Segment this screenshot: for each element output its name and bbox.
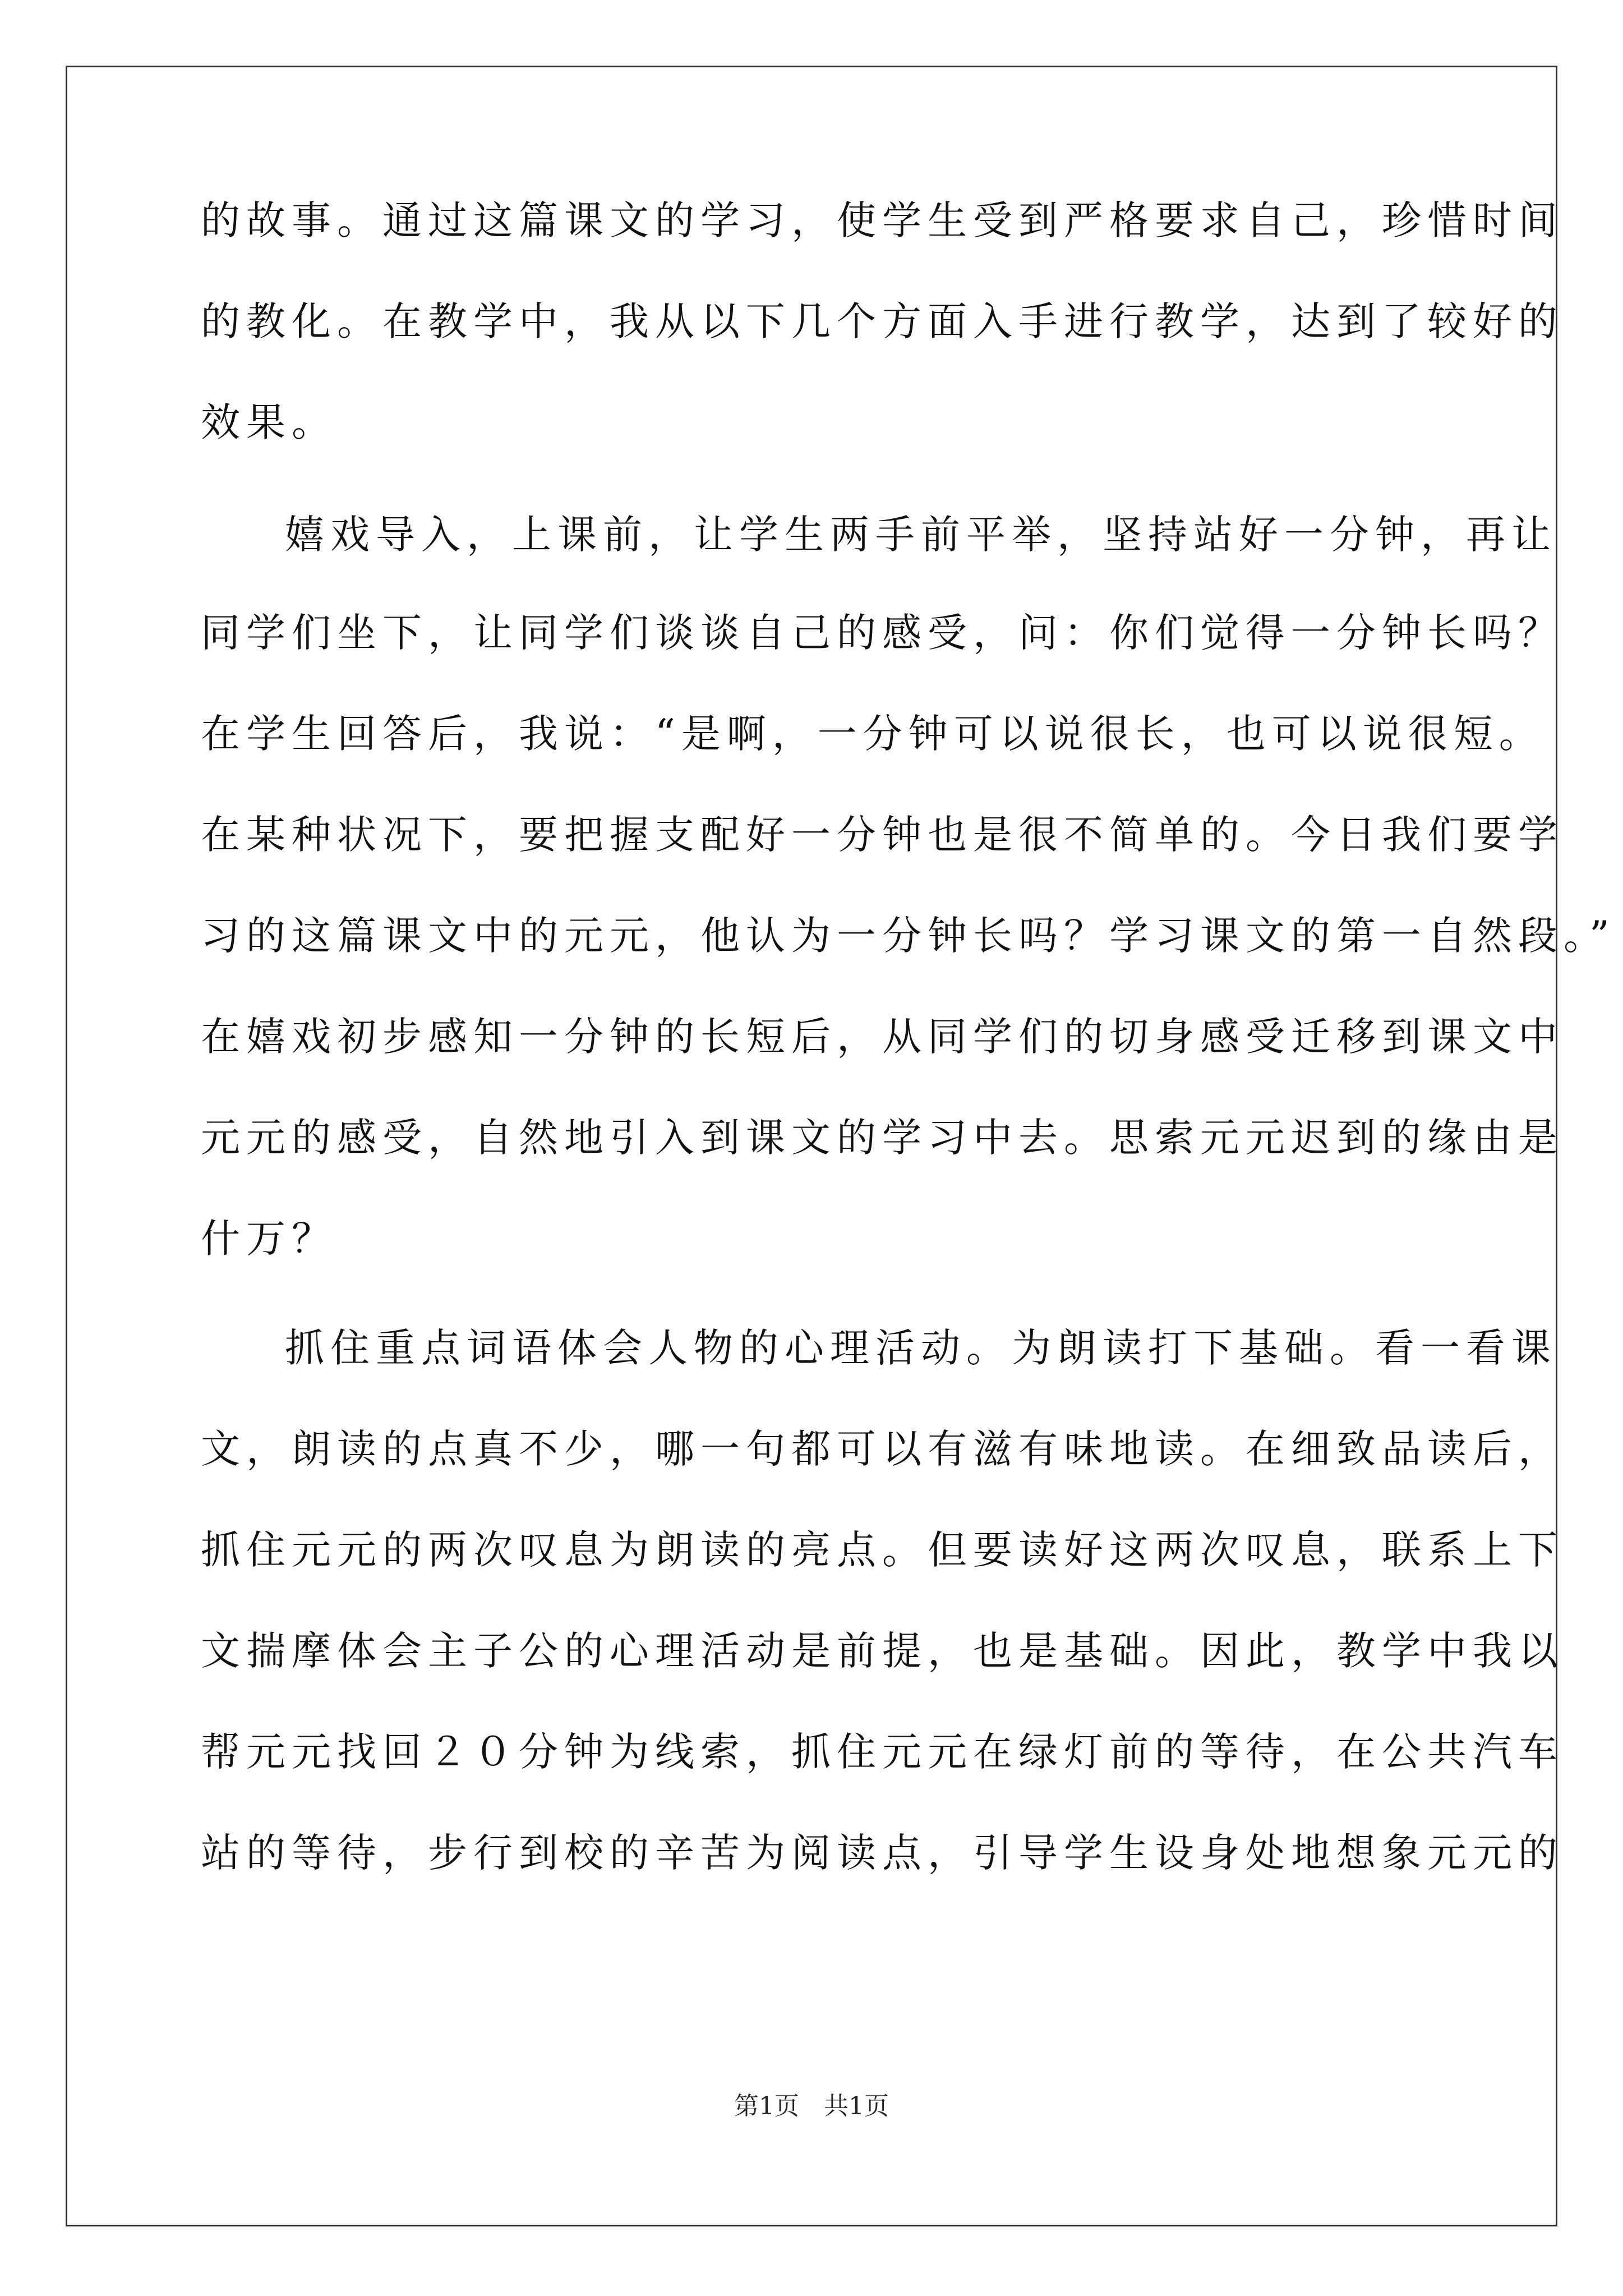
text-line-15: 文揣摩体会主子公的心理活动是前提，也是基础。因此，教学中我以	[201, 1628, 1564, 1674]
text-line-4: 嬉戏导入，上课前，让学生两手前平举，坚持站好一分钟，再让	[285, 512, 1557, 558]
text-line-11: 什万？	[201, 1216, 337, 1262]
text-line-6: 在学生回答后，我说：“是啊，一分钟可以说很长，也可以说很短。	[201, 711, 1544, 757]
text-line-5: 同学们坐下，让同学们谈谈自己的感受，问：你们觉得一分钟长吗？	[201, 610, 1564, 656]
text-line-3: 效果。	[201, 399, 337, 445]
text-line-12: 抓住重点词语体会人物的心理活动。为朗读打下基础。看一看课	[285, 1325, 1557, 1371]
text-line-2: 的教化。在教学中，我从以下几个方面入手进行教学，达到了较好的	[201, 298, 1564, 344]
text-line-1: 的故事。通过这篇课文的学习，使学生受到严格要求自己，珍惜时间	[201, 197, 1564, 243]
text-line-7: 在某种状况下，要把握支配好一分钟也是很不简单的。今日我们要学	[201, 812, 1564, 858]
page-footer: 第1页 共1页	[734, 2092, 889, 2120]
text-line-9: 在嬉戏初步感知一分钟的长短后，从同学们的切身感受迁移到课文中	[201, 1014, 1564, 1060]
text-line-10: 元元的感受，自然地引入到课文的学习中去。思索元元迟到的缘由是	[201, 1115, 1564, 1161]
text-line-13: 文，朗读的点真不少，哪一句都可以有滋有味地读。在细致品读后，	[201, 1426, 1564, 1472]
text-line-8: 习的这篇课文中的元元，他认为一分钟长吗？学习课文的第一自然段。”	[201, 913, 1616, 959]
text-line-17: 站的等待，步行到校的辛苦为阅读点，引导学生设身处地想象元元的	[201, 1830, 1564, 1876]
text-line-16: 帮元元找回２０分钟为线索，抓住元元在绿灯前的等待，在公共汽车	[201, 1729, 1564, 1775]
text-line-14: 抓住元元的两次叹息为朗读的亮点。但要读好这两次叹息，联系上下	[201, 1527, 1564, 1573]
